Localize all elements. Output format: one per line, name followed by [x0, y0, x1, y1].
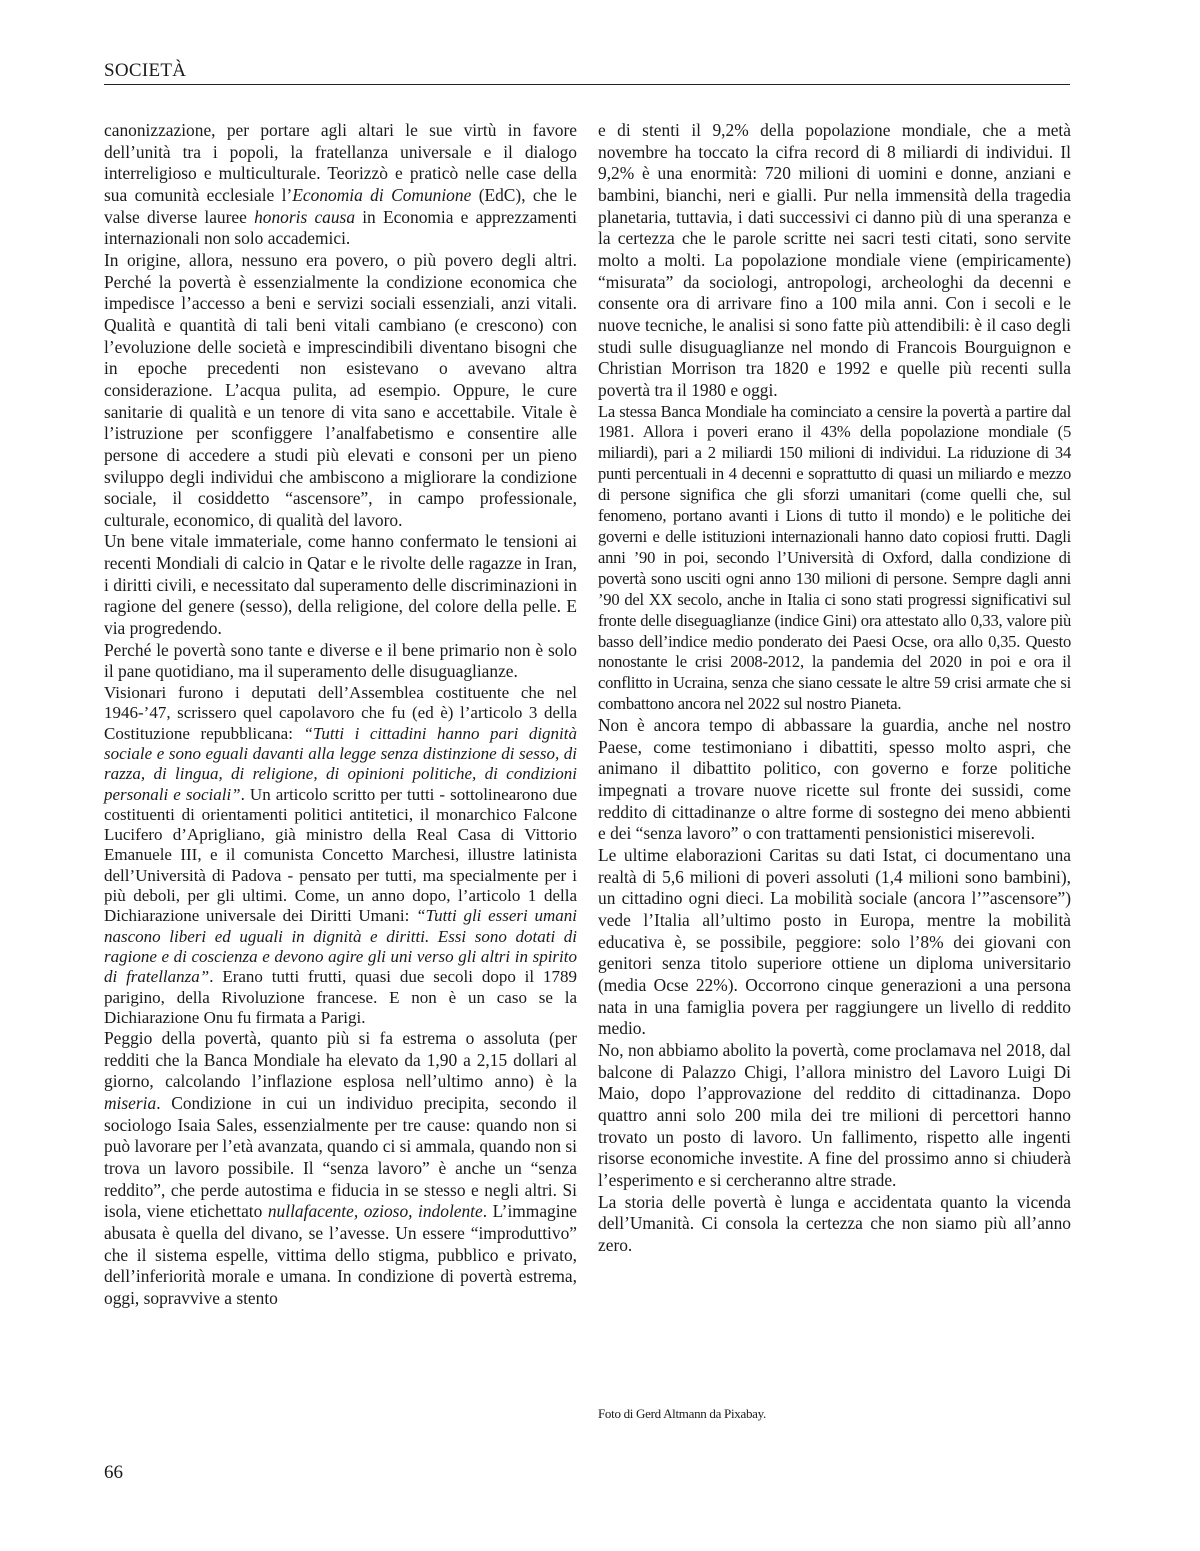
paragraph: e di stenti il 9,2% della popolazione mondiale, che a metà novembre ha toccato la cifra record di 8 miliardi di individui. Il 9,2% è una enormità: 720 milioni di uomini e donne, anziani e bambini, bianchi, neri e gialli. Pur nella immensità della tragedia planetaria, tuttavia, i dati successivi ci danno più di una speranza e la certezza che le parole scritte nei sacri testi citati, sono servite molto a molti. La popolazione mondiale viene (empiricamente) “misurata” da sociologi, antropologi, archeologhi da decenni e consente ora di arrivare fino a 100 mila anni. Con i secoli e le nuove tecniche, le analisi si sono fatte più attendibili: è il caso degli studi sulle disuguaglianze nel mondo di Francois Bourguignon e Christian Morrison tra 1820 e 1992 e quelle più recenti sulla povertà tra il 1980 e oggi.	[598, 120, 1071, 400]
text-run: Peggio della povertà, quanto più si fa estrema o assoluta (per redditi che la Banca Mondiale ha elevato da 1,90 a 2,15 dollari al giorno, calcolando l’inflazione esplosa nell’ultimo anno) è la	[104, 1028, 577, 1092]
italic-run: nullafacente, ozioso, indolente	[267, 1201, 483, 1222]
page-header	[104, 58, 1070, 85]
paragraph: La stessa Banca Mondiale ha cominciato a censire la povertà a partire dal 1981. Allora i poveri erano il 43% della popolazione mondiale (5 miliardi), pari a 2 miliardi 150 milioni di individui. La riduzione di 34 punti percentuali in 4 decenni e soprattutto di quasi un miliardo e mezzo di persone significa che gli sforzi umanitari (come quelli che, sul fenomeno, portano avanti i Lions di tutto il mondo) e le politiche dei governi e delle istituzioni internazionali hanno dato copiosi frutti. Dagli anni ’90 in poi, secondo l’Università di Oxford, dalla condizione di povertà sono usciti ogni anno 130 milioni di persone. Sempre dagli anni ’90 del XX secolo, anche in Italia ci sono stati progressi significativi sul fronte delle diseguaglianze (indice Gini) ora attestato allo 0,33, valore più basso dell’indice medio ponderato dei Paesi Ocse, ora allo 0,35. Questo nonostante le crisi 2008-2012, la pandemia del 2020 in poi e ora il conflitto in Ucraina, senza che siano cessate le altre 59 crisi armate che si combattono ancora nel 2022 sul nostro Pianeta.	[598, 401, 1071, 714]
text-run: (EdC), che le valse diverse lauree	[104, 184, 578, 227]
right-column	[598, 120, 1071, 1257]
page-number: 66	[104, 1462, 123, 1483]
italic-quote: “Tutti gli esseri umani nascono liberi ed uguali in dignità e diritti. Essi sono dotati di ragione e di coscienza e devono agire gli uni verso gli altri in spirito di fratellanza”	[104, 906, 577, 987]
paragraph: Le ultime elaborazioni Caritas su dati Istat, ci documentano una realtà di 5,6 milioni di poveri assoluti (1,4 milioni sono bambini), un cittadino ogni dieci. La mobilità sociale (ancora l’”ascensore”) vede l’Italia all’ultimo posto in Europa, mentre la mobilità educativa è, se possibile, peggiore: solo l’8% dei giovani con genitori senza titolo superiore ottiene un diploma universitario (media Ocse 22%). Occorrono cinque generazioni a una persona nata in una famiglia povera per raggiungere un livello di reddito medio.	[598, 845, 1071, 1039]
italic-run: honoris causa	[254, 206, 356, 227]
italic-quote: “Tutti i cittadini hanno pari dignità sociale e sono eguali davanti alla legge senza distinzione di sesso, di razza, di lingua, di religione, di opinioni politiche, di condizioni personali e sociali”	[104, 723, 577, 804]
text-run: . Erano tutti frutti, quasi due secoli dopo il 1789 parigino, della Rivoluzione francese. E non è un caso se la Dichiarazione Onu fu firmata a Parigi.	[104, 967, 577, 1027]
photo-credit: Foto di Gerd Altmann da Pixabay.	[598, 1406, 766, 1421]
text-run: . L’immagine abusata è quella del divano, se l’avesse. Un essere “improduttivo” che il sistema espelle, vittima dello stigma, pubblico e privato, dell’inferiorità morale e umana. In condizione di povertà estrema, oggi, sopravvive a stento	[104, 1201, 577, 1308]
text-run: Visionari furono i deputati dell’Assemblea costituente che nel 1946-’47, scrissero quel capolavoro che fu (ed è) l’articolo 3 della Costituzione repubblicana:	[104, 683, 577, 743]
text-run: . Condizione in cui un individuo precipita, secondo il sociologo Isaia Sales, essenzialmente per tre cause: quando non si può lavorare per l’età avanzata, quando ci si ammala, quando non si trova un lavoro possibile. Il “senza lavoro” è anche un “senza reddito”, che perde autostima e fiducia in se stesso e negli altri. Si isola, viene etichettato	[104, 1093, 577, 1222]
paragraph: Perché le povertà sono tante e diverse e il bene primario non è solo il pane quotidiano, ma il superamento delle disuguaglianze.	[104, 639, 577, 682]
text-run: . Un articolo scritto per tutti - sottolinearono due costituenti di orientamenti politici antitetici, il monarchico Falcone Lucifero d’Aprigliano, già ministro della Real Casa di Vittorio Emanuele III, e il comunista Concetto Marchesi, illustre latinista dell’Università di Padova - pensato per tutti, ma specialmente per i più deboli, per gli ultimi. Come, un anno dopo, l’articolo 1 della Dichiarazione universale dei Diritti Umani:	[104, 784, 577, 926]
text-run: in Economia e apprezzamenti internazionali non solo accademici.	[104, 206, 577, 249]
paragraph: Non è ancora tempo di abbassare la guardia, anche nel nostro Paese, come testimoniano i dibattiti, spesso molto aspri, che animano il dibattito politico, con governo e forze politiche impegnati a trovare nuove ricette sul fronte dei sussidi, come reddito di cittadinanze o altre forme di sostegno dei meno abbienti e dei “senza lavoro” o con trattamenti pensionistici miserevoli.	[598, 715, 1071, 844]
paragraph: In origine, allora, nessuno era povero, o più povero degli altri. Perché la povertà è essenzialmente la condizione economica che impedisce l’accesso a beni e servizi sociali essenziali, anzi vitali. Qualità e quantità di tali beni vitali cambiano (e crescono) con l’evoluzione delle società e imprescindibili diventano bisogni che in epoche precedenti non esistevano o avevano altra considerazione. L’acqua pulita, ad esempio. Oppure, le cure sanitarie di qualità e un tenore di vita sano e accettabile. Vitale è l’istruzione per sconfiggere l’analfabetismo e consentire alle persone di accedere a studi più elevati e consoni per un pieno sviluppo degli individui che ambiscono a migliorare la condizione sociale, il cosiddetto “ascensore”, in campo professionale, culturale, economico, di qualità del lavoro.	[104, 249, 577, 530]
section-title: SOCIETÀ	[104, 60, 187, 81]
paragraph	[104, 120, 577, 250]
paragraph: Un bene vitale immateriale, come hanno confermato le tensioni ai recenti Mondiali di calcio in Qatar e le rivolte delle ragazze in Iran, i diritti civili, e necessitato dal superamento delle discriminazioni in ragione del genere (sesso), della religione, del colore della pelle. E via progredendo.	[104, 531, 577, 639]
paragraph	[104, 683, 577, 1028]
paragraph: La storia delle povertà è lunga e accidentata quanto la vicenda dell’Umanità. Ci consola la certezza che non siamo più all’anno zero.	[598, 1191, 1071, 1255]
italic-run: Economia di Comunione	[292, 184, 472, 205]
paragraph	[104, 1028, 577, 1310]
left-column	[104, 120, 577, 1310]
italic-run: miseria	[104, 1093, 157, 1114]
paragraph: No, non abbiamo abolito la povertà, come proclamava nel 2018, dal balcone di Palazzo Chigi, l’allora ministro del Lavoro Luigi Di Maio, dopo l’approvazione del reddito di cittadinanza. Dopo quattro anni solo 200 mila dei tre milioni di percettori hanno trovato un posto di lavoro. Un fallimento, rispetto alle ingenti risorse economiche investite. A fine del prossimo anno si chiuderà l’esperimento e si cercheranno altre strade.	[598, 1039, 1071, 1190]
text-run: canonizzazione, per portare agli altari le sue virtù in favore dell’unità tra i popoli, la fratellanza universale e il dialogo interreligioso e multiculturale. Teorizzò e praticò nelle case della sua comunità ecclesiale l’	[104, 120, 577, 205]
